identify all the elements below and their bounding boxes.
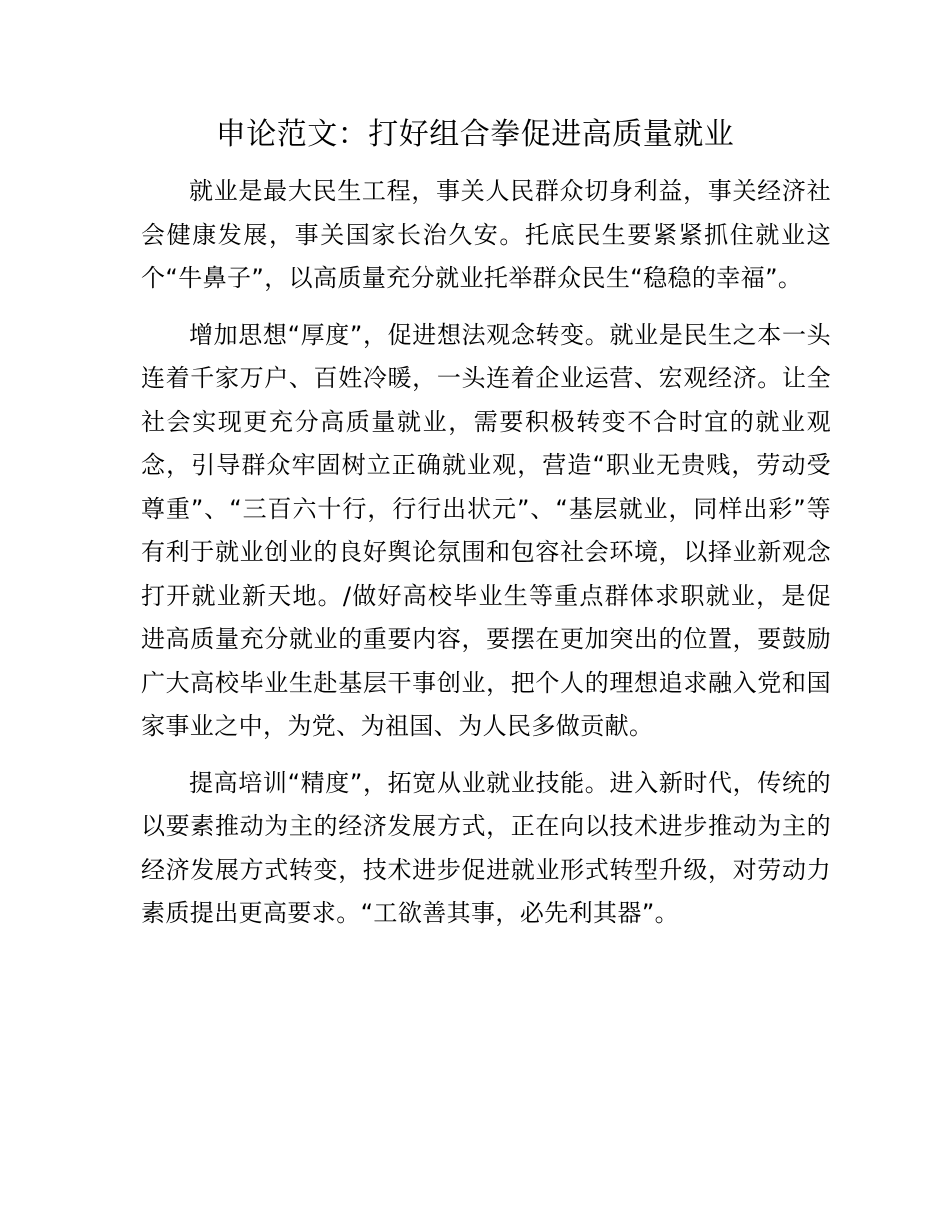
document-title: 申论范文：打好组合拳促进高质量就业	[215, 117, 735, 152]
paragraph-intro: 就业是最大民生工程，事关人民群众切身利益，事关经济社会健康发展，事关国家长治久安。托底民生要紧紧抓住就业这个“牛鼻子”，以高质量充分就业托举群众民生“稳稳的幸福”。	[141, 177, 831, 292]
document-body	[141, 170, 831, 949]
paragraph-training: 提高培训“精度”，拓宽从业就业技能。进入新时代，传统的以要素推动为主的经济发展方式，正在向以技术进步推动为主的经济发展方式转变，技术进步促进就业形式转型升级，对劳动力素质提出更高要求。“工欲善其事，必先利其器”。	[141, 768, 831, 927]
paragraph-thinking: 增加思想“厚度”，促进想法观念转变。就业是民生之本一头连着千家万户、百姓冷暖，一头连着企业运营、宏观经济。让全社会实现更充分高质量就业，需要积极转变不合时宜的就业观念，引导群众牢固树立正确就业观，营造“职业无贵贱，劳动受尊重”、“三百六十行，行行出状元”、“基层就业，同样出彩”等有利于就业创业的良好舆论氛围和包容社会环境，以择业新观念打开就业新天地。/做好高校毕业生等重点群体求职就业，是促进高质量充分就业的重要内容，要摆在更加突出的位置，要鼓励广大高校毕业生赴基层干事创业，把个人的理想追求融入党和国家事业之中，为党、为祖国、为人民多做贡献。	[141, 320, 831, 740]
